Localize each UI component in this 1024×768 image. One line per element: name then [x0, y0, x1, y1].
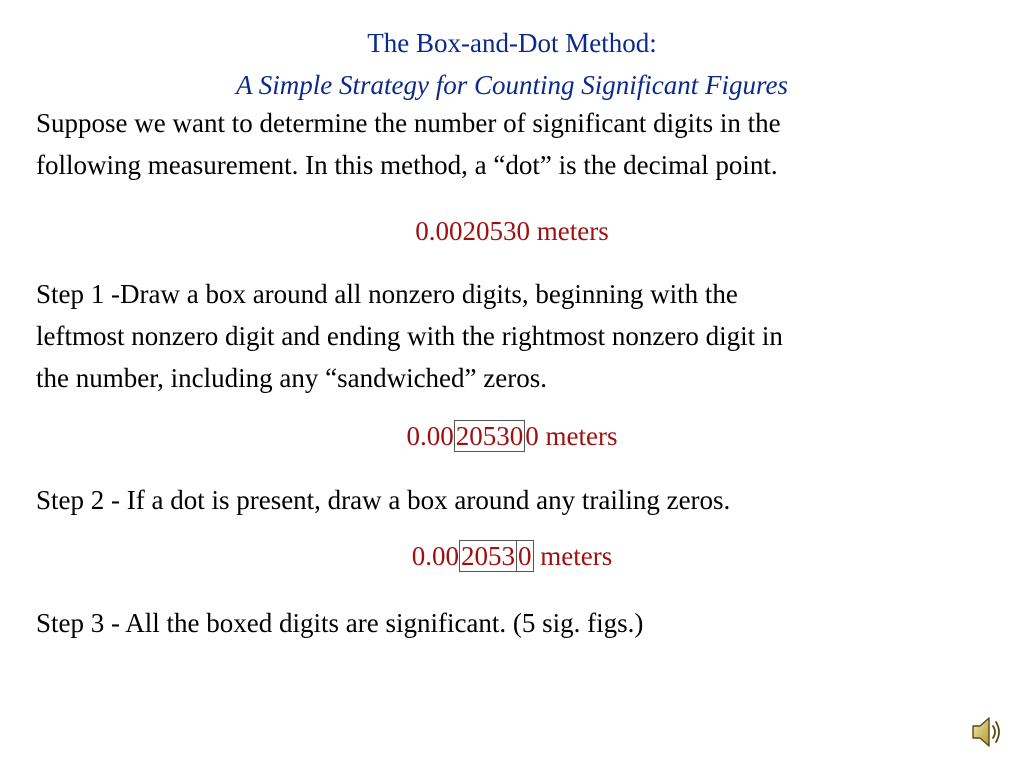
- step3-line: Step 3 - All the boxed digits are significant. (5 sig. figs.): [36, 608, 644, 638]
- step1-line-1: Step 1 -Draw a box around all nonzero digits, beginning with the: [36, 279, 738, 309]
- measurement-step1: [0, 418, 1024, 454]
- step2-paragraph: [36, 479, 996, 521]
- nonzero-digits-box: 20530: [455, 421, 524, 451]
- measurement-step2: [0, 538, 1024, 574]
- title-text: The Box-and-Dot Method:: [367, 28, 657, 58]
- nonzero-digits-box-2: 2053: [461, 541, 515, 571]
- step3-paragraph: [36, 602, 996, 644]
- step1-line-2: leftmost nonzero digit and ending with the rightmost nonzero digit in: [36, 321, 783, 351]
- intro-line-2: following measurement. In this method, a “dot” is the decimal point.: [36, 150, 778, 180]
- step2-line: Step 2 - If a dot is present, draw a box around any trailing zeros.: [36, 485, 731, 515]
- trailing-zero-box: 0: [518, 541, 532, 571]
- slide-title: [0, 22, 1024, 106]
- measurement-step1-before: 0.00: [406, 421, 454, 451]
- step1-line-3: the number, including any “sandwiched” zeros.: [36, 363, 547, 393]
- subtitle-text: A Simple Strategy for Counting Significant Figures: [236, 70, 788, 100]
- measurement-plain: 0.0020530 meters: [415, 216, 609, 246]
- intro-paragraph: [36, 102, 996, 186]
- measurement-step1-after: 0 meters: [525, 421, 618, 451]
- intro-line-1: Suppose we want to determine the number of significant digits in the: [36, 108, 781, 138]
- step1-paragraph: [36, 273, 996, 399]
- measurement-step2-after: meters: [533, 541, 613, 571]
- measurement-step2-before: 0.00: [411, 541, 459, 571]
- speaker-icon[interactable]: [970, 713, 1004, 751]
